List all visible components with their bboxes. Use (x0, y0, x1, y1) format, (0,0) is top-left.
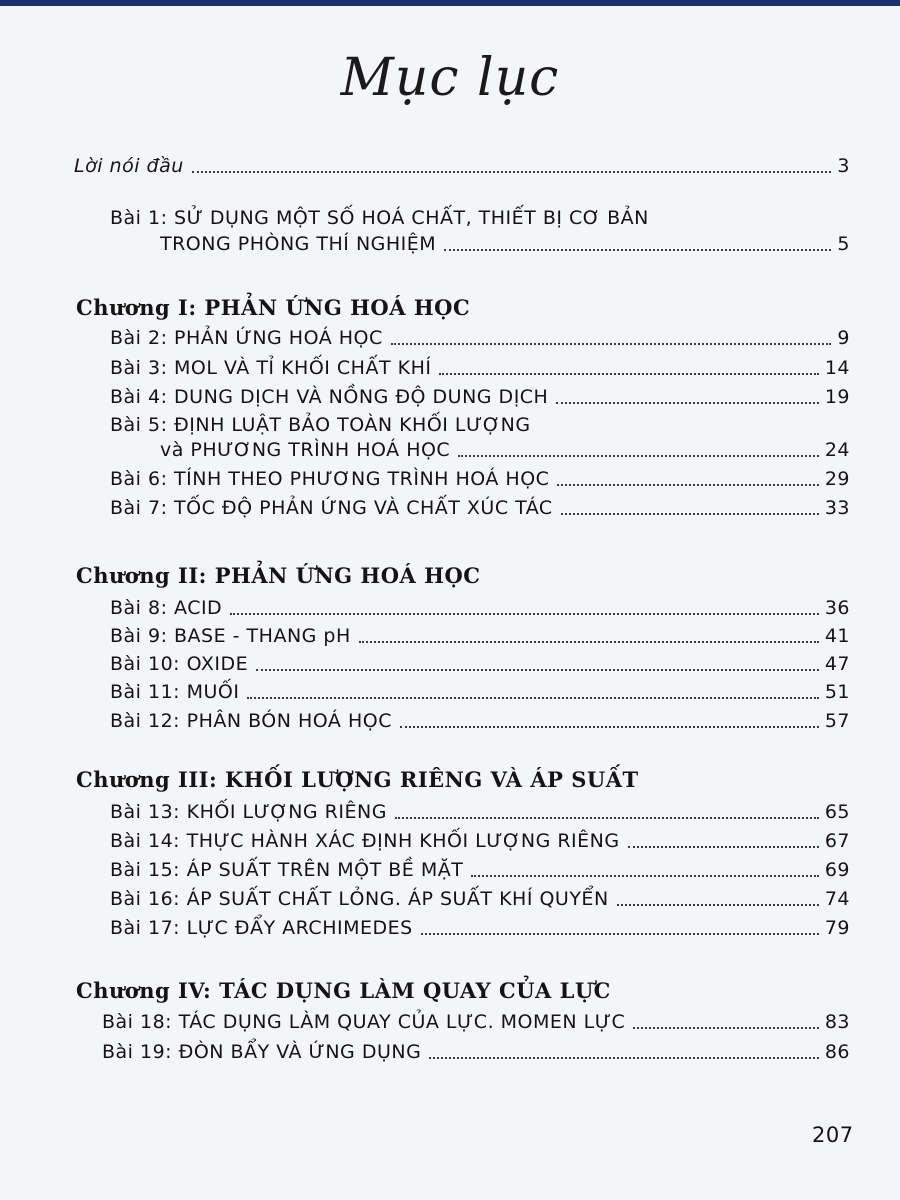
toc-entry-label: Bài 10: OXIDE (110, 653, 249, 675)
dot-leader (395, 816, 819, 819)
toc-entry (110, 463, 850, 491)
dot-leader (439, 372, 818, 375)
toc-entry (110, 492, 850, 520)
toc-entry-label: Lời nói đầu (74, 155, 184, 177)
toc-entry-page: 41 (824, 625, 850, 647)
page-number: 207 (812, 1123, 854, 1147)
toc-entry-page: 5 (837, 233, 850, 255)
toc-entry-label: Bài 16: ÁP SUẤT CHẤT LỎNG. ÁP SUẤT KHÍ QUYỂN (110, 888, 609, 910)
toc-entry (110, 883, 850, 911)
dot-leader (556, 401, 818, 404)
dot-leader (617, 903, 819, 906)
chapter-heading: Chương IV: TÁC DỤNG LÀM QUAY CỦA LỰC (76, 978, 611, 1003)
toc-entry-page: 29 (824, 468, 850, 490)
toc-entry-label: TRONG PHÒNG THÍ NGHIỆM (160, 233, 437, 255)
toc-entry (110, 648, 850, 676)
toc-entry-page: 83 (824, 1011, 850, 1033)
dot-leader (471, 874, 818, 877)
toc-entry (110, 322, 850, 350)
dot-leader (400, 725, 819, 728)
dot-leader (633, 1026, 819, 1029)
dot-leader (421, 932, 819, 935)
dot-leader (359, 640, 819, 643)
toc-entry-label: Bài 11: MUỐI (110, 681, 240, 703)
toc-entry-page: 24 (824, 439, 850, 461)
toc-entry-label: Bài 15: ÁP SUẤT TRÊN MỘT BỀ MẶT (110, 859, 464, 881)
dot-leader (192, 170, 832, 173)
toc-entry-label: Bài 8: ACID (110, 597, 223, 619)
dot-leader (247, 696, 818, 699)
toc-entry-page: 69 (824, 859, 850, 881)
toc-entry-label: Bài 13: KHỐI LƯỢNG RIÊNG (110, 801, 387, 823)
toc-entry-lesson1 (160, 228, 850, 256)
toc-entry-page: 65 (824, 801, 850, 823)
toc-entry-page: 19 (824, 386, 850, 408)
chapter-heading: Chương III: KHỐI LƯỢNG RIÊNG VÀ ÁP SUẤT (76, 767, 639, 792)
toc-entry-label: Bài 3: MOL VÀ TỈ KHỐI CHẤT KHÍ (110, 357, 432, 379)
dot-leader (429, 1056, 819, 1059)
dot-leader (230, 612, 819, 615)
toc-entry-page: 67 (824, 830, 850, 852)
toc-entry (110, 592, 850, 620)
toc-entry-line1: Bài 5: ĐỊNH LUẬT BẢO TOÀN KHỐI LƯỢNG (110, 414, 531, 436)
toc-entry (110, 381, 850, 409)
dot-leader (444, 248, 831, 251)
toc-entry-label: Bài 7: TỐC ĐỘ PHẢN ỨNG VÀ CHẤT XÚC TÁC (110, 497, 553, 519)
toc-entry-page: 86 (824, 1041, 850, 1063)
toc-entry (110, 825, 850, 853)
chapter-heading: Chương I: PHẢN ỨNG HOÁ HỌC (76, 295, 471, 320)
toc-entry-page: 57 (824, 710, 850, 732)
toc-entry (110, 912, 850, 940)
chapter-heading: Chương II: PHẢN ỨNG HOÁ HỌC (76, 563, 481, 588)
toc-entry-page: 3 (837, 155, 850, 177)
toc-entry-label: Bài 14: THỰC HÀNH XÁC ĐỊNH KHỐI LƯỢNG RIÊNG (110, 830, 620, 852)
toc-entry (110, 854, 850, 882)
toc-entry-label: Bài 17: LỰC ĐẨY ARCHIMEDES (110, 917, 413, 939)
toc-entry-label: Bài 2: PHẢN ỨNG HOÁ HỌC (110, 327, 383, 349)
toc-entry-label: Bài 18: TÁC DỤNG LÀM QUAY CỦA LỰC. MOMEN LỰC (102, 1011, 626, 1033)
toc-entry-label: Bài 12: PHÂN BÓN HOÁ HỌC (110, 710, 392, 732)
dot-leader (391, 342, 832, 345)
dot-leader (561, 512, 819, 515)
toc-entry-label: Bài 6: TÍNH THEO PHƯƠNG TRÌNH HOÁ HỌC (110, 468, 550, 490)
dot-leader (458, 454, 819, 457)
toc-entry (110, 705, 850, 733)
toc-entry-page: 47 (824, 653, 850, 675)
toc-entry-page: 9 (837, 327, 850, 349)
toc-entry (102, 1036, 850, 1064)
toc-entry-page: 33 (824, 497, 850, 519)
toc-entry-label: Bài 9: BASE - THANG pH (110, 625, 351, 647)
toc-entry-page: 79 (824, 917, 850, 939)
toc-entry-page: 74 (824, 888, 850, 910)
toc-entry-page: 14 (824, 357, 850, 379)
toc-entry-page: 51 (824, 681, 850, 703)
toc-entry (102, 1006, 850, 1034)
dot-leader (628, 845, 819, 848)
toc-entry (110, 796, 850, 824)
dot-leader (557, 483, 818, 486)
dot-leader (256, 668, 819, 671)
toc-entry-label: Bài 4: DUNG DỊCH VÀ NỒNG ĐỘ DUNG DỊCH (110, 386, 549, 408)
page-title-text: Mục lục (340, 48, 560, 108)
toc-entry-preface (74, 150, 850, 178)
toc-entry (110, 676, 850, 704)
toc-entry-label: Bài 19: ĐÒN BẨY VÀ ỨNG DỤNG (102, 1041, 422, 1063)
toc-entry (160, 434, 850, 462)
toc-entry-label: và PHƯƠNG TRÌNH HOÁ HỌC (160, 439, 451, 461)
toc-entry (110, 352, 850, 380)
toc-entry (110, 620, 850, 648)
toc-entry-page: 36 (824, 597, 850, 619)
page-title (0, 48, 900, 108)
toc-entry-lesson1-line1: Bài 1: SỬ DỤNG MỘT SỐ HOÁ CHẤT, THIẾT BỊ CƠ BẢN (110, 207, 649, 229)
